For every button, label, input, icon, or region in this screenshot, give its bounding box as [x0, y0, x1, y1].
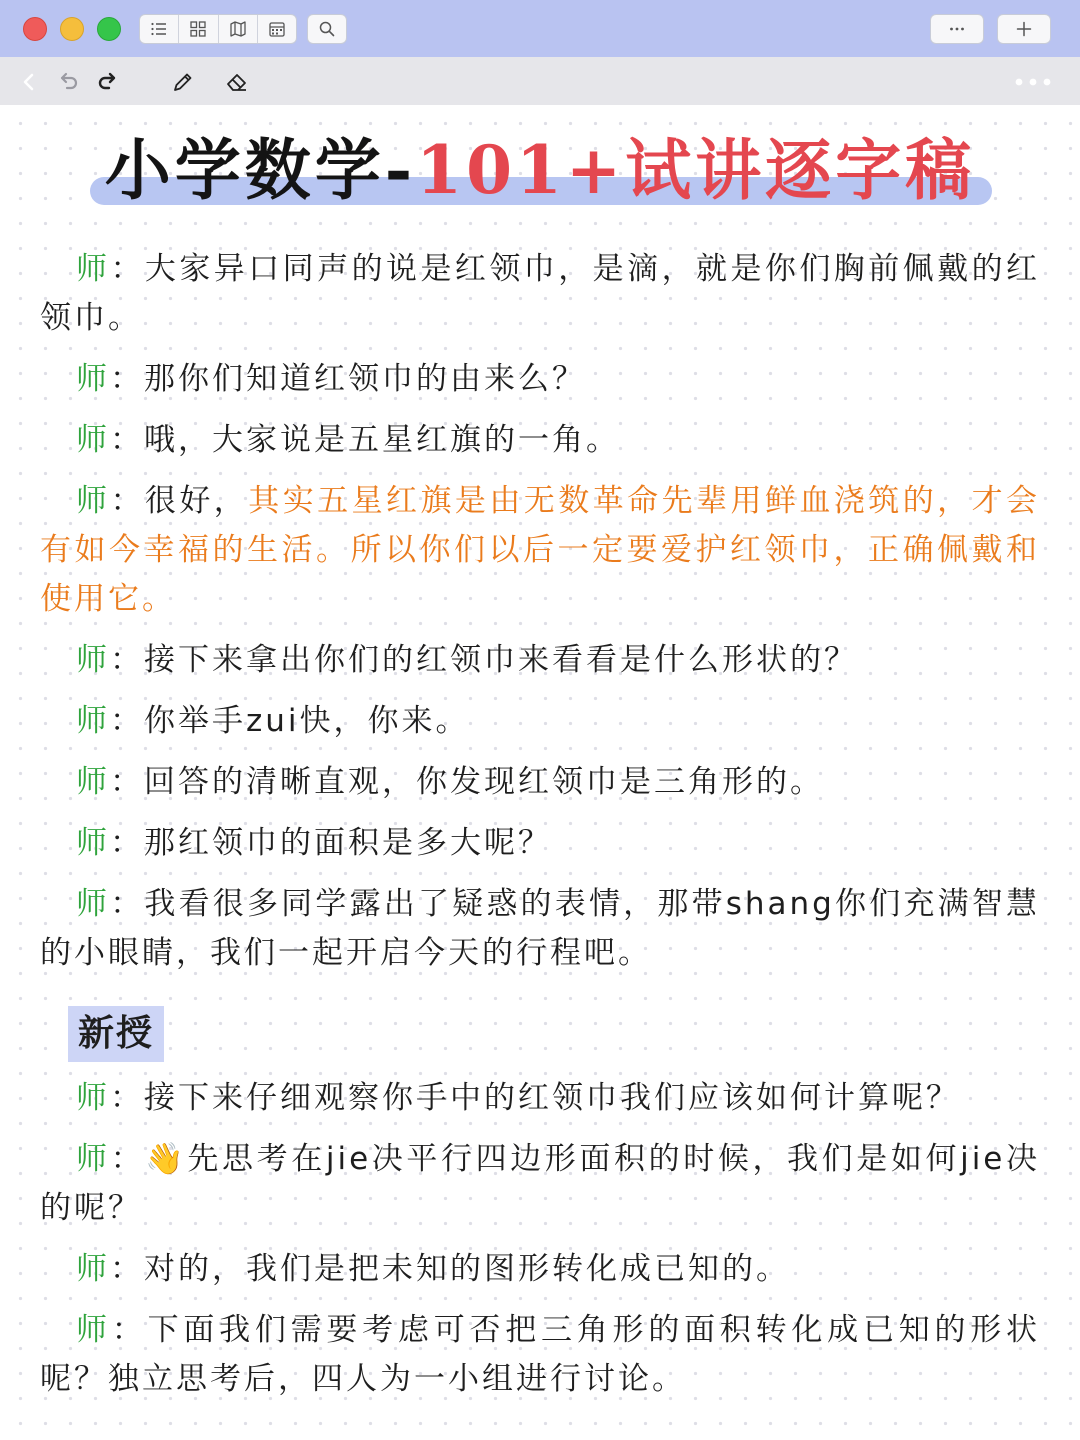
speaker-label: 师 [76, 483, 111, 519]
dialogue-text: 大家异口同声的说是红领巾，是滴，就是你们胸前佩戴的红领巾。 [40, 251, 1041, 336]
dialogue-line: 师：下面我们需要考虑可否把三角形的面积转化成已知的形状呢？独立思考后，四人为一小组进行讨论。 [40, 1312, 1041, 1397]
speaker-label: 师 [76, 1080, 110, 1116]
dialogue-line: 师：回答的清晰直观，你发现红领巾是三角形的。 [76, 764, 824, 800]
grid-icon [189, 20, 207, 38]
dialogue-text: 很好， [144, 483, 249, 519]
document-title [0, 127, 1080, 217]
calendar-view-button[interactable] [258, 15, 296, 43]
speaker-label: 师 [76, 422, 110, 458]
back-icon [17, 70, 41, 94]
dialogue-line: 师：你举手zui快，你来。 [76, 703, 470, 739]
section-heading: 新授 [68, 1006, 164, 1062]
search-icon [318, 20, 336, 38]
speaker-label: 师 [76, 825, 110, 861]
dialogue-line: 师：那你们知道红领巾的由来么？ [76, 361, 586, 397]
title-prefix: 小学数学- [104, 131, 417, 209]
dialogue-line: 师：我看很多同学露出了疑惑的表情，那带shang你们充满智慧的小眼睛，我们一起开启今天的行程吧。 [40, 886, 1041, 971]
minimize-window-button[interactable] [60, 17, 84, 41]
dialogue-text: 下面我们需要考虑可否把三角形的面积转化成已知的形状呢？独立思考后，四人为一小组进行讨论。 [40, 1312, 1041, 1397]
dialogue-text: 接下来拿出你们的红领巾来看看是什么形状的？ [144, 642, 858, 678]
speaker-label: 师 [76, 764, 110, 800]
list-icon [150, 20, 168, 38]
speaker-label: 师 [76, 1312, 112, 1348]
redo-icon [95, 70, 119, 94]
zoom-window-button[interactable] [97, 17, 121, 41]
undo-icon [57, 70, 81, 94]
calendar-icon [268, 20, 286, 38]
dialogue-text: 你举手zui快，你来。 [144, 703, 470, 739]
dialogue-line: 师：👋先思考在jie决平行四边形面积的时候，我们是如何jie决的呢？ [40, 1141, 1040, 1226]
redo-button[interactable] [94, 69, 120, 95]
editor-toolbar [0, 57, 1080, 105]
eraser-tool-button[interactable] [224, 69, 250, 95]
speaker-label: 师 [76, 886, 111, 922]
dialogue-line: 师：那红领巾的面积是多大呢？ [76, 825, 552, 861]
dialogue-text: 那你们知道红领巾的由来么？ [144, 361, 586, 397]
speaker-label: 师 [76, 703, 110, 739]
map-icon [229, 20, 247, 38]
pen-tool-button[interactable] [170, 69, 196, 95]
list-view-button[interactable] [140, 15, 179, 43]
map-view-button[interactable] [219, 15, 258, 43]
dialogue-line: 师：大家异口同声的说是红领巾，是滴，就是你们胸前佩戴的红领巾。 [40, 251, 1041, 336]
highlighted-text: 其实五星红旗是由无数革命先辈用鲜血浇筑的，才会有如今幸福的生活。所以你们以后一定要爱护红领巾，正确佩戴和使用它。 [40, 483, 1041, 617]
dialogue-line: 师：接下来拿出你们的红领巾来看看是什么形状的？ [76, 642, 858, 678]
dialogue-text: 那红领巾的面积是多大呢？ [144, 825, 552, 861]
search-button[interactable] [307, 14, 347, 44]
speaker-label: 师 [76, 361, 110, 397]
dialogue-text: 对的，我们是把未知的图形转化成已知的。 [144, 1251, 790, 1287]
dialogue-line: 师：接下来仔细观察你手中的红领巾我们应该如何计算呢？ [76, 1080, 960, 1116]
speaker-label: 师 [76, 1251, 110, 1287]
add-button[interactable] [997, 14, 1051, 44]
dialogue-text: 回答的清晰直观，你发现红领巾是三角形的。 [144, 764, 824, 800]
dialogue-line: 师：哦，大家说是五星红旗的一角。 [76, 422, 620, 458]
note-page [0, 105, 1080, 1440]
dialogue-text: 接下来仔细观察你手中的红领巾我们应该如何计算呢？ [144, 1080, 960, 1116]
dialogue-text: 我看很多同学露出了疑惑的表情，那带shang你们充满智慧的小眼睛，我们一起开启今天的行程吧。 [40, 886, 1041, 971]
plus-icon [1015, 20, 1033, 38]
speaker-label: 师 [76, 642, 110, 678]
dialogue-text: 哦，大家说是五星红旗的一角。 [144, 422, 620, 458]
grid-view-button[interactable] [179, 15, 218, 43]
speaker-label: 师 [76, 251, 111, 287]
back-button[interactable] [16, 69, 42, 95]
transcript-body [40, 245, 1040, 1416]
more-icon [1012, 70, 1054, 94]
more-options-button[interactable] [930, 14, 984, 44]
window-titlebar [0, 0, 1080, 57]
dialogue-line: 师：很好，其实五星红旗是由无数革命先辈用鲜血浇筑的，才会有如今幸福的生活。所以你们以后一定要爱护红领巾，正确佩戴和使用它。 [40, 483, 1041, 617]
page-menu-button[interactable] [1012, 69, 1054, 95]
eraser-icon [225, 70, 249, 94]
dialogue-text: 👋先思考在jie决平行四边形面积的时候，我们是如何jie决的呢？ [40, 1141, 1040, 1226]
speaker-label: 师 [76, 1141, 111, 1177]
dialogue-line: 师：对的，我们是把未知的图形转化成已知的。 [76, 1251, 790, 1287]
title-main: 101+试讲逐字稿 [416, 131, 976, 209]
close-window-button[interactable] [23, 17, 47, 41]
undo-button[interactable] [56, 69, 82, 95]
ellipsis-icon [948, 20, 966, 38]
view-switcher [139, 14, 297, 44]
pen-icon [171, 70, 195, 94]
